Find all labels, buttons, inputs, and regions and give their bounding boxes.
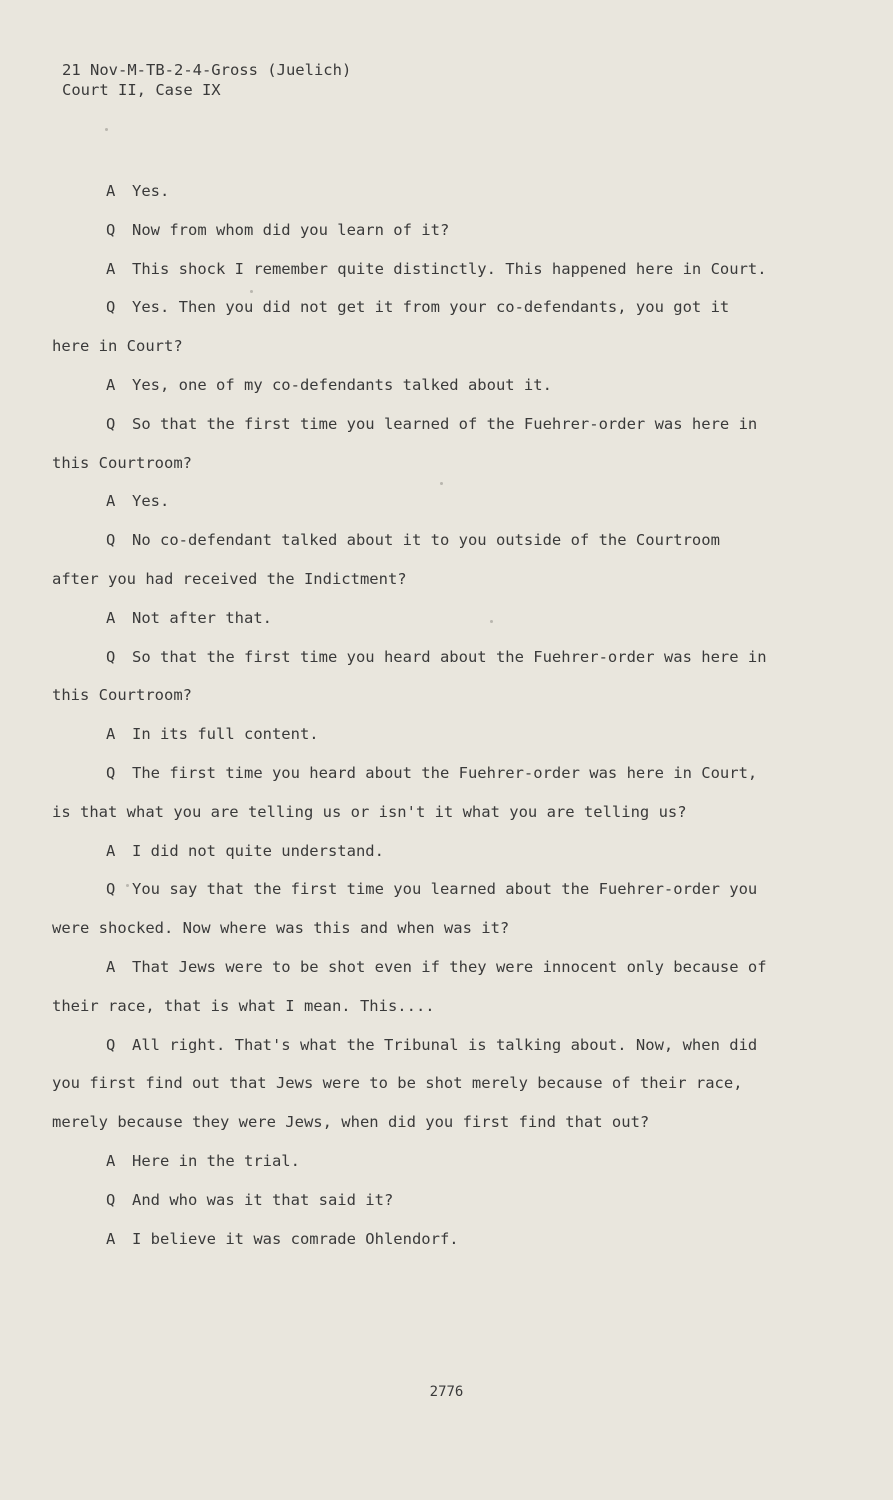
speaker-label: Q: [106, 1190, 116, 1209]
paper-speck: [126, 884, 129, 887]
entry-text: This shock I remember quite distinctly. This happened here in Court.: [132, 259, 767, 278]
speaker-label: A: [106, 725, 116, 744]
speaker-label: A: [106, 957, 116, 976]
transcript-entry: [52, 1026, 772, 1142]
entry-text: Not after that.: [132, 608, 272, 627]
paper-speck: [440, 482, 443, 485]
entry-text: The first time you heard about the Fuehrer-order was here in Court, is that what you are telling us or isn't it what you are telling us?: [52, 763, 758, 821]
speaker-label: Q: [106, 647, 116, 666]
speaker-label: A: [106, 841, 116, 860]
transcript-entry: [52, 405, 772, 483]
transcript-entry: [52, 288, 772, 366]
transcript-entry: [52, 832, 772, 871]
speaker-label: Q: [106, 298, 116, 317]
entry-text: So that the first time you heard about the Fuehrer-order was here in this Courtroom?: [52, 647, 767, 705]
header-court-line: Court II, Case IX: [62, 81, 221, 99]
transcript-entry: [52, 250, 772, 289]
entry-text: Yes.: [132, 182, 170, 200]
paper-speck: [250, 290, 253, 293]
speaker-label: Q: [106, 1035, 116, 1054]
transcript-entry: [52, 366, 772, 405]
transcript-entry: [52, 715, 772, 754]
entry-text: Now from whom did you learn of it?: [132, 220, 450, 239]
entry-text: Yes, one of my co-defendants talked about it.: [132, 375, 552, 394]
speaker-label: A: [106, 1229, 116, 1248]
speaker-label: Q: [106, 414, 116, 433]
speaker-label: A: [106, 492, 116, 511]
transcript-entry: [52, 521, 772, 599]
entry-text: No co-defendant talked about it to you outside of the Courtroom after you had received the Indictment?: [52, 531, 720, 588]
speaker-label: A: [106, 182, 116, 200]
speaker-label: Q: [106, 763, 116, 782]
transcript-entry: [52, 870, 772, 948]
speaker-label: Q: [106, 220, 116, 239]
speaker-label: Q: [106, 880, 116, 899]
entry-text: Yes.: [132, 492, 170, 511]
entry-text: All right. That's what the Tribunal is talking about. Now, when did you first find out that Jews were to be shot merely because of their race, merely because they were Jews, when did you first find that out?: [52, 1035, 758, 1132]
transcript-entry: [52, 638, 772, 716]
speaker-label: A: [106, 608, 116, 627]
transcript-entry: [52, 1142, 772, 1181]
transcript-entry: [52, 1181, 772, 1220]
entry-text: In its full content.: [132, 725, 319, 744]
transcript-body: [52, 172, 772, 1258]
entry-text: Yes. Then you did not get it from your co-defendants, you got it here in Court?: [52, 298, 730, 356]
speaker-label: A: [106, 259, 116, 278]
page-number: 2776: [429, 1384, 464, 1400]
paper-speck: [105, 128, 108, 131]
transcript-entry: [52, 948, 772, 1026]
entry-text: That Jews were to be shot even if they were innocent only because of their race, that is what I mean. This....: [52, 957, 767, 1015]
transcript-entry: [52, 599, 772, 638]
transcript-entry: [52, 482, 772, 521]
document-header: [62, 60, 351, 100]
speaker-label: A: [106, 1151, 116, 1170]
entry-text: And who was it that said it?: [132, 1190, 394, 1209]
entry-text: Here in the trial.: [132, 1151, 300, 1170]
entry-text: So that the first time you learned of the Fuehrer-order was here in this Courtroom?: [52, 414, 758, 472]
header-session-line: 21 Nov-M-TB-2-4-Gross (Juelich): [62, 61, 352, 79]
transcript-entry: [52, 211, 772, 250]
speaker-label: Q: [106, 531, 116, 550]
entry-text: I believe it was comrade Ohlendorf.: [132, 1229, 459, 1248]
entry-text: You say that the first time you learned about the Fuehrer-order you were shocked. Now where was this and when was it?: [52, 880, 758, 938]
speaker-label: A: [106, 375, 116, 394]
transcript-entry: [52, 172, 772, 211]
transcript-entry: [52, 754, 772, 832]
paper-speck: [490, 620, 493, 623]
entry-text: I did not quite understand.: [132, 841, 384, 860]
transcript-entry: [52, 1220, 772, 1259]
